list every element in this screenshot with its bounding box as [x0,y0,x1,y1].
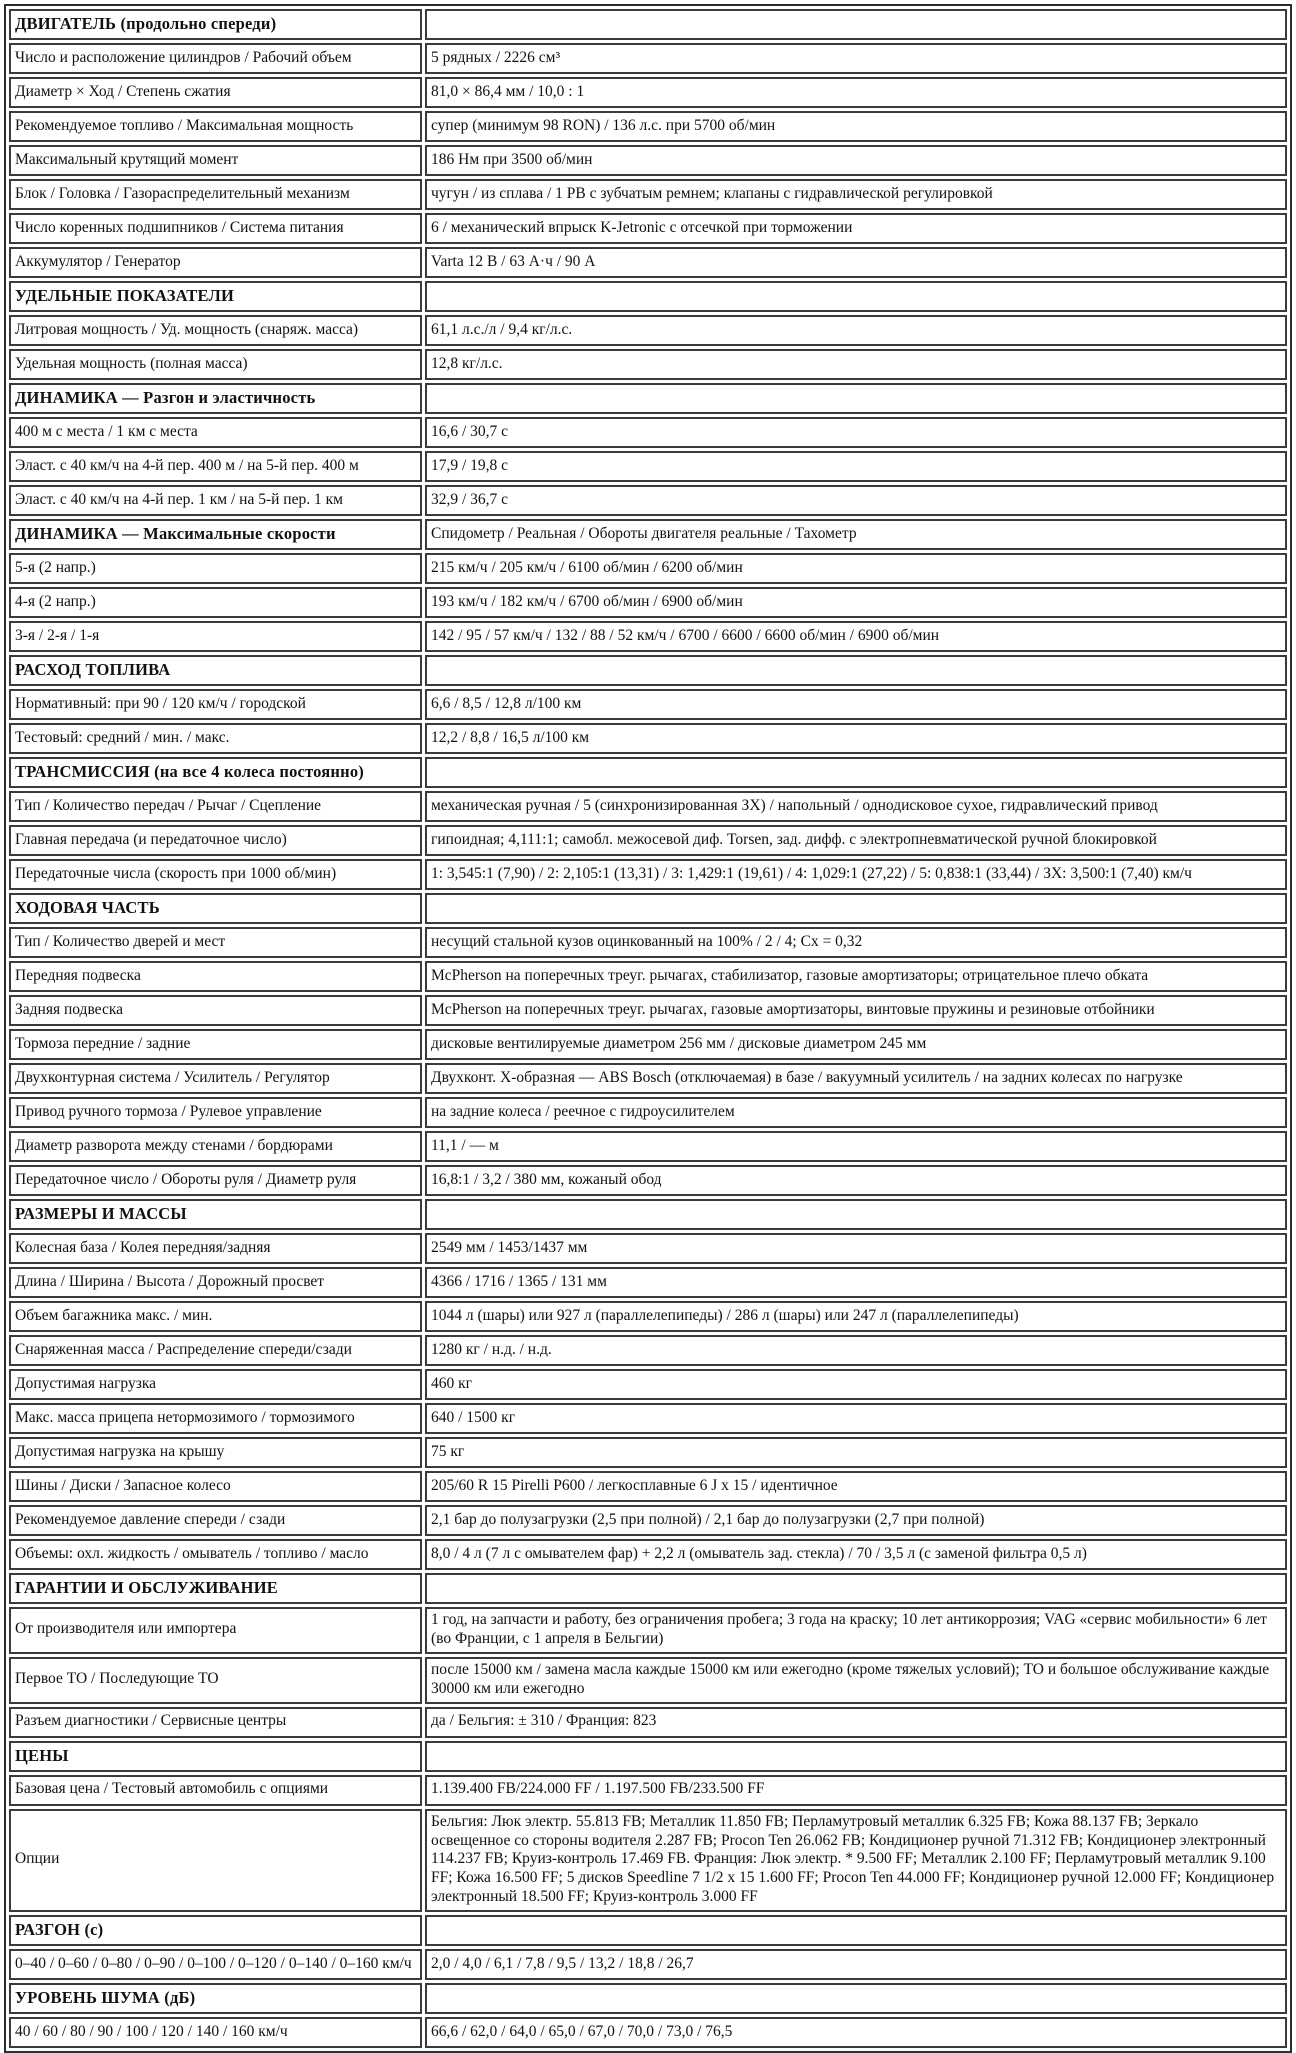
spec-value: Varta 12 В / 63 А·ч / 90 А [425,247,1287,278]
section-header-row [9,281,1287,312]
spec-value: 75 кг [425,1437,1287,1468]
table-row [9,1403,1287,1434]
spec-label: 400 м с места / 1 км с места [9,417,422,448]
spec-label: Передаточные числа (скорость при 1000 об/мин) [9,859,422,890]
spec-label: Литровая мощность / Уд. мощность (снаряж. масса) [9,315,422,346]
spec-value: 6 / механический впрыск K-Jetronic с отсечкой при торможении [425,213,1287,244]
table-row [9,77,1287,108]
spec-label: Эласт. с 40 км/ч на 4-й пер. 400 м / на 5-й пер. 400 м [9,451,422,482]
spec-label: Число и расположение цилиндров / Рабочий объем [9,43,422,74]
spec-label: Допустимая нагрузка [9,1369,422,1400]
spec-label: 5-я (2 напр.) [9,553,422,584]
spec-value: McPherson на поперечных треуг. рычагах, стабилизатор, газовые амортизаторы; отрицательное плечо обката [425,961,1287,992]
table-row [9,1335,1287,1366]
spec-label: Двухконтурная система / Усилитель / Регулятор [9,1063,422,1094]
spec-label: Максимальный крутящий момент [9,145,422,176]
table-row [9,485,1287,516]
table-row [9,247,1287,278]
spec-value: 215 км/ч / 205 км/ч / 6100 об/мин / 6200 об/мин [425,553,1287,584]
spec-label: Главная передача (и передаточное число) [9,825,422,856]
table-row [9,1809,1287,1913]
spec-value: 16,8:1 / 3,2 / 380 мм, кожаный обод [425,1165,1287,1196]
spec-label: От производителя или импортера [9,1607,422,1654]
spec-label: Число коренных подшипников / Система питания [9,213,422,244]
spec-value: несущий стальной кузов оцинкованный на 100% / 2 / 4; Сх = 0,32 [425,927,1287,958]
spec-label: Задняя подвеска [9,995,422,1026]
table-row [9,689,1287,720]
table-row [9,145,1287,176]
table-row [9,1949,1287,1980]
spec-label: Объемы: охл. жидкость / омыватель / топливо / масло [9,1539,422,1570]
table-row [9,587,1287,618]
table-row [9,927,1287,958]
table-row [9,451,1287,482]
table-row [9,1657,1287,1704]
table-row [9,791,1287,822]
spec-label: Передаточное число / Обороты руля / Диаметр руля [9,1165,422,1196]
table-row [9,111,1287,142]
table-row [9,213,1287,244]
spec-value: 193 км/ч / 182 км/ч / 6700 об/мин / 6900 об/мин [425,587,1287,618]
spec-value: дисковые вентилируемые диаметром 256 мм / дисковые диаметром 245 мм [425,1029,1287,1060]
spec-value [425,1915,1287,1946]
table-row [9,1165,1287,1196]
table-row [9,349,1287,380]
table-row [9,621,1287,652]
section-header-row [9,1983,1287,2014]
spec-value: 205/60 R 15 Pirelli P600 / легкосплавные 6 J x 15 / идентичное [425,1471,1287,1502]
section-header-row [9,519,1287,550]
spec-label: Эласт. с 40 км/ч на 4-й пер. 1 км / на 5-й пер. 1 км [9,485,422,516]
spec-value [425,1199,1287,1230]
table-row [9,1029,1287,1060]
spec-value: на задние колеса / реечное с гидроусилителем [425,1097,1287,1128]
table-row [9,1369,1287,1400]
spec-value: 17,9 / 19,8 с [425,451,1287,482]
spec-value: Бельгия: Люк электр. 55.813 FB; Металлик 11.850 FB; Перламутровый металлик 6.325 FB; Кожа 88.137 FB; Зеркало освещенное со стороны водителя 2.287 FB; Procon Ten 26.062 FB; Кондиционер ручной 71.312 FB; Кондиционер электронный 114.237 FB; Круиз-контроль 17.469 FB. Франция: Люк электр. * 9.500 FF; Металлик 2.100 FF; Перламутровый металлик 9.100 FF; Кожа 16.500 FF; 5 дисков Speedline 7 1/2 x 15 1.600 FF; Procon Ten 44.000 FF; Кондиционер ручной 12.000 FF; Кондиционер электронный 18.500 FF; Круиз-контроль 3.000 FF [425,1809,1287,1913]
spec-value [425,893,1287,924]
section-title: ДВИГАТЕЛЬ (продольно спереди) [9,9,422,40]
spec-value: Спидометр / Реальная / Обороты двигателя реальные / Тахометр [425,519,1287,550]
section-header-row [9,655,1287,686]
spec-value [425,1741,1287,1772]
section-title: УРОВЕНЬ ШУМА (дБ) [9,1983,422,2014]
spec-label: Тип / Количество дверей и мест [9,927,422,958]
car-spec-table [4,4,1292,2053]
spec-value: 8,0 / 4 л (7 л с омывателем фар) + 2,2 л (омыватель зад. стекла) / 70 / 3,5 л (с заменой фильтра 0,5 л) [425,1539,1287,1570]
spec-label: Первое ТО / Последующие ТО [9,1657,422,1704]
section-title: УДЕЛЬНЫЕ ПОКАЗАТЕЛИ [9,281,422,312]
spec-value: 81,0 × 86,4 мм / 10,0 : 1 [425,77,1287,108]
spec-value [425,757,1287,788]
spec-label: Разъем диагностики / Сервисные центры [9,1707,422,1738]
section-title: ДИНАМИКА — Максимальные скорости [9,519,422,550]
spec-value: 12,8 кг/л.с. [425,349,1287,380]
spec-value [425,1983,1287,2014]
spec-label: Диаметр разворота между стенами / бордюрами [9,1131,422,1162]
spec-label: Диаметр × Ход / Степень сжатия [9,77,422,108]
spec-label: Привод ручного тормоза / Рулевое управление [9,1097,422,1128]
spec-value [425,1573,1287,1604]
section-header-row [9,1915,1287,1946]
spec-value: 1 год, на запчасти и работу, без ограничения пробега; 3 года на краску; 10 лет антикоррозия; VAG «сервис мобильности» 6 лет (во Франции, с 1 апреля в Бельгии) [425,1607,1287,1654]
spec-value: после 15000 км / замена масла каждые 15000 км или ежегодно (кроме тяжелых условий); ТО и большое обслуживание каждые 30000 км или ежегодно [425,1657,1287,1704]
spec-value: 11,1 / — м [425,1131,1287,1162]
table-row [9,1775,1287,1806]
spec-label: Тестовый: средний / мин. / макс. [9,723,422,754]
spec-value: 4366 / 1716 / 1365 / 131 мм [425,1267,1287,1298]
spec-label: Опции [9,1809,422,1913]
table-row [9,825,1287,856]
section-title: РАЗМЕРЫ И МАССЫ [9,1199,422,1230]
spec-value: 2549 мм / 1453/1437 мм [425,1233,1287,1264]
section-title: ЦЕНЫ [9,1741,422,1772]
table-row [9,1097,1287,1128]
spec-label: Длина / Ширина / Высота / Дорожный просвет [9,1267,422,1298]
table-row [9,1539,1287,1570]
section-header-row [9,1199,1287,1230]
spec-label: 0–40 / 0–60 / 0–80 / 0–90 / 0–100 / 0–120 / 0–140 / 0–160 км/ч [9,1949,422,1980]
spec-value: 1.139.400 FB/224.000 FF / 1.197.500 FB/233.500 FF [425,1775,1287,1806]
section-header-row [9,893,1287,924]
spec-value [425,9,1287,40]
spec-value: 6,6 / 8,5 / 12,8 л/100 км [425,689,1287,720]
spec-label: 4-я (2 напр.) [9,587,422,618]
table-row [9,961,1287,992]
spec-label: Базовая цена / Тестовый автомобиль с опциями [9,1775,422,1806]
table-row [9,2017,1287,2048]
spec-value: супер (минимум 98 RON) / 136 л.с. при 5700 об/мин [425,111,1287,142]
spec-label: Тормоза передние / задние [9,1029,422,1060]
spec-label: Допустимая нагрузка на крышу [9,1437,422,1468]
section-header-row [9,1741,1287,1772]
table-row [9,315,1287,346]
spec-label: Снаряженная масса / Распределение спереди/сзади [9,1335,422,1366]
spec-label: 3-я / 2-я / 1-я [9,621,422,652]
table-row [9,179,1287,210]
spec-value: 640 / 1500 кг [425,1403,1287,1434]
section-header-row [9,383,1287,414]
table-row [9,1437,1287,1468]
table-row [9,1505,1287,1536]
spec-value: 1280 кг / н.д. / н.д. [425,1335,1287,1366]
section-title: ТРАНСМИССИЯ (на все 4 колеса постоянно) [9,757,422,788]
section-title: ДИНАМИКА — Разгон и эластичность [9,383,422,414]
spec-value: 186 Нм при 3500 об/мин [425,145,1287,176]
spec-value: 2,0 / 4,0 / 6,1 / 7,8 / 9,5 / 13,2 / 18,8 / 26,7 [425,1949,1287,1980]
section-title: РАЗГОН (с) [9,1915,422,1946]
spec-label: Передняя подвеска [9,961,422,992]
spec-value: 5 рядных / 2226 см³ [425,43,1287,74]
spec-label: Блок / Головка / Газораспределительный механизм [9,179,422,210]
spec-value: 2,1 бар до полузагрузки (2,5 при полной) / 2,1 бар до полузагрузки (2,7 при полной) [425,1505,1287,1536]
table-row [9,1301,1287,1332]
spec-value [425,383,1287,414]
spec-label: Рекомендуемое давление спереди / сзади [9,1505,422,1536]
table-row [9,43,1287,74]
spec-value: чугун / из сплава / 1 РВ с зубчатым ремнем; клапаны с гидравлической регулировкой [425,179,1287,210]
table-row [9,1471,1287,1502]
spec-value: 142 / 95 / 57 км/ч / 132 / 88 / 52 км/ч / 6700 / 6600 / 6600 об/мин / 6900 об/мин [425,621,1287,652]
table-row [9,1707,1287,1738]
table-row [9,723,1287,754]
spec-value: 61,1 л.с./л / 9,4 кг/л.с. [425,315,1287,346]
table-row [9,1267,1287,1298]
spec-label: Нормативный: при 90 / 120 км/ч / городской [9,689,422,720]
spec-value: McPherson на поперечных треуг. рычагах, газовые амортизаторы, винтовые пружины и резиновые отбойники [425,995,1287,1026]
spec-value: гипоидная; 4,111:1; самобл. межосевой диф. Torsen, зад. дифф. с электропневматической ручной блокировкой [425,825,1287,856]
section-title: РАСХОД ТОПЛИВА [9,655,422,686]
spec-label: Рекомендуемое топливо / Максимальная мощность [9,111,422,142]
section-header-row [9,9,1287,40]
spec-label: Шины / Диски / Запасное колесо [9,1471,422,1502]
spec-value: 460 кг [425,1369,1287,1400]
spec-value: 32,9 / 36,7 с [425,485,1287,516]
spec-label: Удельная мощность (полная масса) [9,349,422,380]
spec-label: 40 / 60 / 80 / 90 / 100 / 120 / 140 / 160 км/ч [9,2017,422,2048]
spec-value [425,655,1287,686]
spec-label: Колесная база / Колея передняя/задняя [9,1233,422,1264]
spec-label: Макс. масса прицепа нетормозимого / тормозимого [9,1403,422,1434]
spec-value: механическая ручная / 5 (синхронизированная ЗХ) / напольный / однодисковое сухое, гидравлический привод [425,791,1287,822]
section-header-row [9,757,1287,788]
spec-value: 1044 л (шары) или 927 л (параллелепипеды) / 286 л (шары) или 247 л (параллелепипеды) [425,1301,1287,1332]
spec-table-body [9,9,1287,2048]
table-row [9,995,1287,1026]
spec-label: Тип / Количество передач / Рычаг / Сцепление [9,791,422,822]
spec-value: 12,2 / 8,8 / 16,5 л/100 км [425,723,1287,754]
table-row [9,859,1287,890]
spec-value: 66,6 / 62,0 / 64,0 / 65,0 / 67,0 / 70,0 / 73,0 / 76,5 [425,2017,1287,2048]
section-header-row [9,1573,1287,1604]
spec-label: Аккумулятор / Генератор [9,247,422,278]
spec-value [425,281,1287,312]
section-title: ГАРАНТИИ И ОБСЛУЖИВАНИЕ [9,1573,422,1604]
table-row [9,1607,1287,1654]
spec-value: 16,6 / 30,7 с [425,417,1287,448]
table-row [9,417,1287,448]
table-row [9,1063,1287,1094]
spec-value: 1: 3,545:1 (7,90) / 2: 2,105:1 (13,31) / 3: 1,429:1 (19,61) / 4: 1,029:1 (27,22) / 5: 0,838:1 (33,44) / ЗХ: 3,500:1 (7,40) км/ч [425,859,1287,890]
table-row [9,1233,1287,1264]
table-row [9,1131,1287,1162]
section-title: ХОДОВАЯ ЧАСТЬ [9,893,422,924]
spec-value: да / Бельгия: ± 310 / Франция: 823 [425,1707,1287,1738]
spec-value: Двухконт. Х-образная — ABS Bosch (отключаемая) в базе / вакуумный усилитель / на задних колесах по нагрузке [425,1063,1287,1094]
spec-label: Объем багажника макс. / мин. [9,1301,422,1332]
table-row [9,553,1287,584]
